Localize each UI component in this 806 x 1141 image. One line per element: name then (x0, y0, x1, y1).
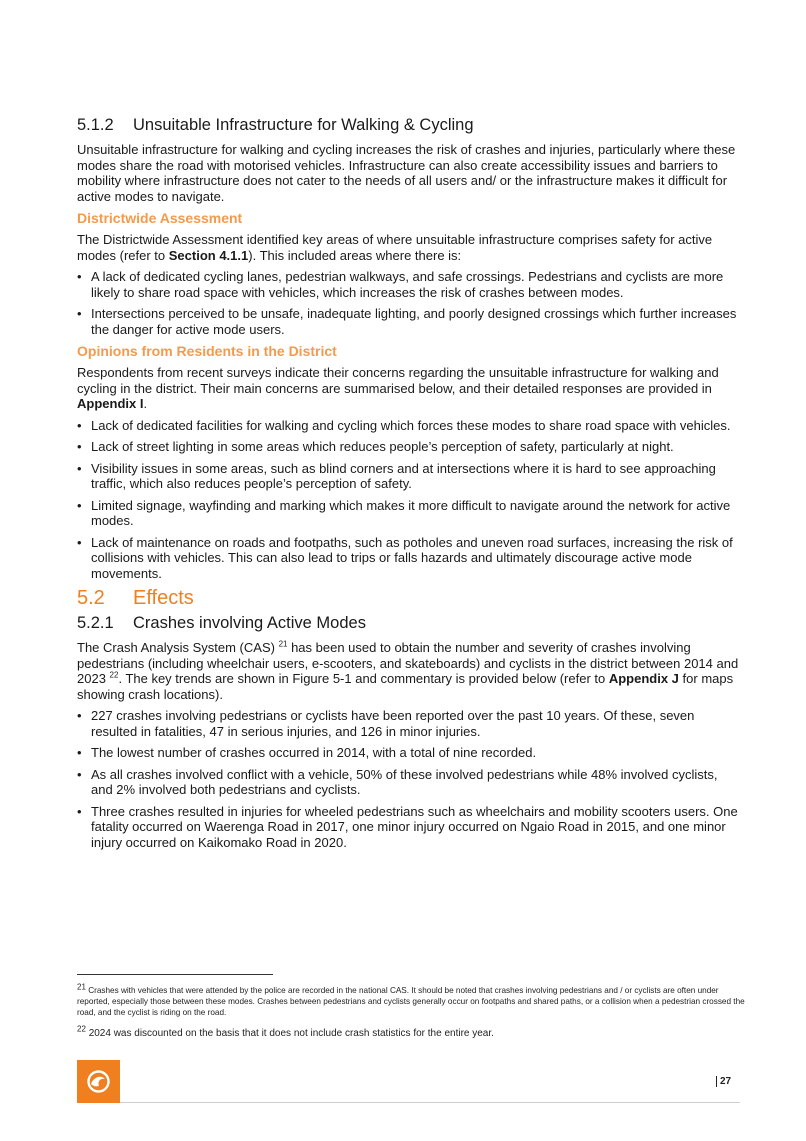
section-heading-5-2-1 (77, 614, 742, 633)
appendix-reference: Appendix I (77, 396, 144, 411)
districtwide-heading: Districtwide Assessment (77, 210, 243, 226)
appendix-reference: Appendix J (608, 671, 679, 686)
page-number-text: 27 (716, 1076, 731, 1087)
footnote-divider (77, 974, 273, 975)
page-number (716, 1076, 731, 1087)
list-item: • Lack of dedicated facilities for walking and cycling which forces these modes to share road space with vehicles. (77, 418, 742, 434)
paragraph-text: Respondents from recent surveys indicate their concerns regarding the unsuitable infrastructure for walking and cycling in the district. Their main concerns are summarised below, and their detailed responses are provided in (77, 365, 719, 396)
paragraph-text: . The key trends are shown in Figure 5-1 and commentary is provided below (refer to (118, 671, 609, 686)
list-item: • Intersections perceived to be unsafe, inadequate lighting, and poorly designed crossings which further increases the danger for active mode users. (77, 306, 742, 337)
section-intro: Unsuitable infrastructure for walking and cycling increases the risk of crashes and injuries, particularly where these modes share the road with motorised vehicles. Infrastructure can also create accessibility issues and barriers to mobility where infrastructure does not cater to the needs of all users and/ or the infrastructure makes it difficult for active modes to navigate. (77, 142, 736, 204)
list-item: • 227 crashes involving pedestrians or cyclists have been reported over the past 10 years. Of these, seven resulted in fatalities, 47 in serious injuries, and 126 in minor injuries. (77, 708, 742, 739)
page-content (77, 116, 742, 856)
footer-rule (120, 1102, 740, 1103)
paragraph-text: The Districtwide Assessment identified key areas of where unsuitable infrastructure comprises safety for active modes (refer to (77, 232, 713, 263)
section-reference: Section 4.1.1 (168, 247, 249, 263)
crash-paragraph (77, 640, 742, 702)
residents-list (77, 418, 742, 582)
section-number: 5.1.2 (77, 116, 114, 134)
footnote-text: 2024 was discounted on the basis that it does not include crash statistics for the entire year. (88, 1028, 494, 1040)
footnote-text: Crashes with vehicles that were attended by the police are recorded in the national CAS. It should be noted that crashes involving pedestrians and / or cyclists are often under reported, especially those between these modes. Crashes between pedestrians and cyclists generally occur on footpaths and shared paths, or a collision when a pedestrian crossed the road, and the cyclist is riding on the road. (77, 986, 745, 1017)
footnote-ref-22[interactable]: 22 (109, 670, 119, 680)
company-logo-icon (77, 1060, 120, 1103)
paragraph-text: has been used to obtain the number and severity of crashes involving pedestrians (including wheelchair users, e-scooters, and skateboards) and cyclists in the district between 2014 and 2023 (77, 640, 739, 686)
footnotes (77, 982, 747, 1040)
section-number: 5.2.1 (77, 614, 114, 632)
residents-heading: Opinions from Residents in the District (77, 343, 337, 359)
residents-paragraph (77, 365, 742, 412)
paragraph-text: ). This included areas where there is: (248, 247, 462, 263)
section-title: Effects (133, 587, 194, 609)
paragraph-text: The Crash Analysis System (CAS) (77, 640, 279, 655)
footnote-number: 21 (77, 982, 86, 992)
list-item: • As all crashes involved conflict with a vehicle, 50% of these involved pedestrians while 48% involved cyclists, and 2% involved both pedestrians and cyclists. (77, 767, 742, 798)
list-item: • Lack of maintenance on roads and footpaths, such as potholes and uneven road surfaces, increasing the risk of collisions with vehicles. This can also lead to trips or falls hazards and ultimately discourage active mode movements. (77, 535, 742, 582)
section-heading-5-1-2 (77, 116, 742, 135)
list-item: • Lack of street lighting in some areas which reduces people’s perception of safety, particularly at night. (77, 439, 742, 455)
districtwide-paragraph (77, 232, 742, 263)
list-item: • Limited signage, wayfinding and marking which makes it more difficult to navigate around the network for active modes. (77, 498, 742, 529)
footnote-ref-21[interactable]: 21 (278, 639, 288, 649)
section-number: 5.2 (77, 587, 105, 609)
list-item: • A lack of dedicated cycling lanes, pedestrian walkways, and safe crossings. Pedestrians and cyclists are more likely to share road space with vehicles, which increases the risk of crashes between modes. (77, 269, 742, 300)
logo-mark-icon (77, 1060, 120, 1103)
section-heading-5-2 (77, 587, 742, 610)
section-title: Unsuitable Infrastructure for Walking & Cycling (133, 116, 474, 134)
paragraph-text: for maps showing crash locations). (77, 671, 734, 702)
list-item: • The lowest number of crashes occurred in 2014, with a total of nine recorded. (77, 745, 742, 761)
footnote-number: 22 (77, 1025, 86, 1035)
footnote-21 (77, 982, 747, 1018)
list-item: • Three crashes resulted in injuries for wheeled pedestrians such as wheelchairs and mobility scooters users. One fatality occurred on Waerenga Road in 2017, one minor injury occurred on Ngaio Road in 2015, and one minor injury occurred on Kaikomako Road in 2020. (77, 804, 742, 851)
districtwide-list (77, 269, 742, 337)
footnote-22 (77, 1025, 747, 1040)
paragraph-text: . (143, 396, 148, 411)
crash-list (77, 708, 742, 850)
section-title: Crashes involving Active Modes (133, 614, 366, 632)
list-item: • Visibility issues in some areas, such as blind corners and at intersections where it is hard to see approaching traffic, which also reduces people’s perception of safety. (77, 461, 742, 492)
